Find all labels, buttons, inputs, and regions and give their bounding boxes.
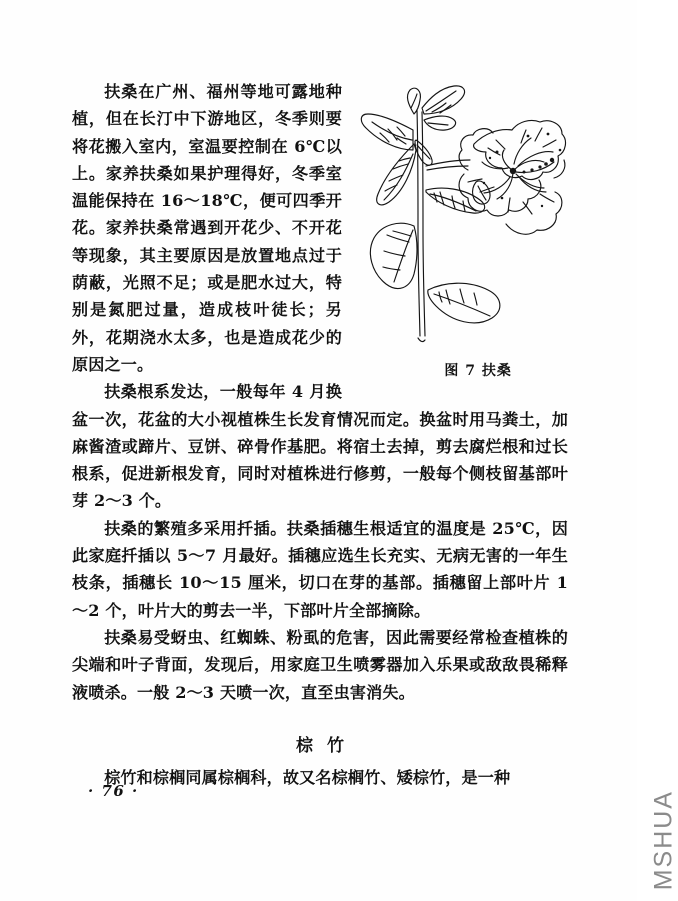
page-number: · 76 ·: [88, 782, 139, 800]
paragraph-4: 扶桑易受蚜虫、红蜘蛛、粉虱的危害，因此需要经常检查植株的尖端和叶子背面，发现后，用家庭卫生喷雾器加入乐果或敌敌畏稀释液喷杀。一般 2～3 天喷一次，直至虫害消失。: [72, 627, 568, 702]
paragraph-2: 扶桑根系发达，一般每年 4 月换盆一次，花盆的大小视植株生长发育情况而定。换盆时用马粪土，加麻酱渣或蹄片、豆饼、碎骨作基肥。将宿土去掉，剪去腐烂根和过长根系，促进新根发育，同时对植株进行修剪，一般每个侧枝留基部叶芽 2～3 个。: [72, 382, 568, 511]
figure-hibiscus: [356, 78, 568, 380]
hibiscus-line-drawing-icon: [356, 78, 568, 360]
section-first-paragraph: 棕竹和棕榈同属棕榈科，故又名棕榈竹、矮棕竹，是一种: [104, 767, 511, 787]
watermark-mshua: MSHUA: [649, 790, 677, 891]
paragraph-3: 扶桑的繁殖多采用扦插。扶桑插穗生根适宜的温度是 25℃，因此家庭扦插以 5～7 月最好。插穗应选生长充实、无病无害的一年生枝条，插穗长 10～15 厘米，切口在芽的基部。插穗留上部叶片 1～2 个，叶片大的剪去一半，下部叶片全部摘除。: [72, 518, 568, 620]
text-column: [72, 78, 568, 791]
section-heading-zongzhu: 棕竹: [296, 735, 358, 756]
figure-caption: 图 7 扶桑: [444, 363, 512, 379]
paragraph-1-block: [72, 78, 568, 378]
paragraph-1-text: 扶桑在广州、福州等地可露地种植，但在长汀中下游地区，冬季则要将花搬入室内，室温要控制在 6℃以上。家养扶桑如果护理得好，冬季室温能保持在 16～18℃，便可四季开花。家养扶桑常遇到开花少、不开花等现象，其主要原因是放置地点过于荫蔽，光照不足；或是肥水过大，特别是氮肥过量，造成枝叶徒长；另外，花期浇水太多，也是造成花少的原因之一。: [72, 82, 342, 374]
